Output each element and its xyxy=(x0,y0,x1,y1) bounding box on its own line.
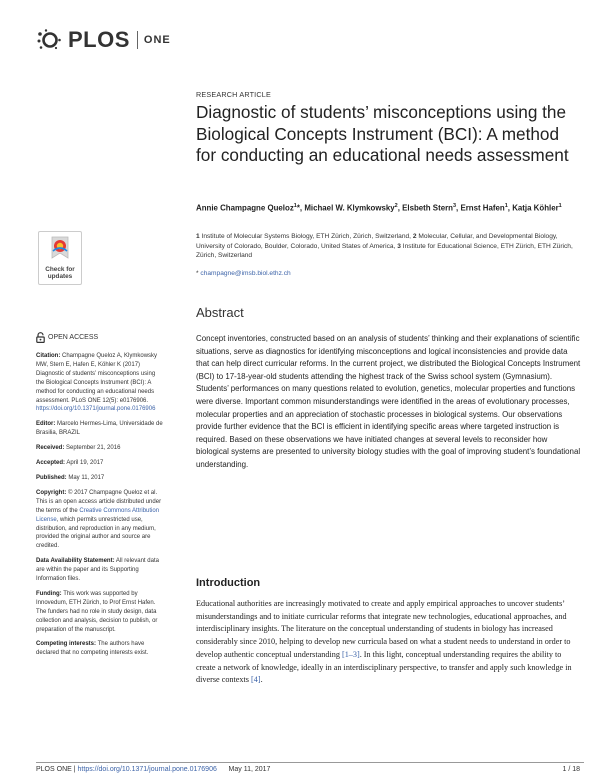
affiliation-number: 2 xyxy=(412,233,417,240)
footer-date: May 11, 2017 xyxy=(228,766,271,773)
affiliations xyxy=(196,232,581,261)
affiliation-number: 1 xyxy=(196,233,200,240)
journal-name: ONE xyxy=(143,34,171,46)
check-for-updates-badge[interactable] xyxy=(38,231,82,285)
editor-block: Editor: Marcelo Hermes-Lima, Universidade de Brasilia, BRAZIL xyxy=(36,421,163,437)
footer-left xyxy=(36,766,270,773)
corresponding-author-mark: * xyxy=(296,203,300,213)
affiliation-text: Institute of Molecular Systems Biology, ETH Zürich, Zürich, Switzerland, xyxy=(201,233,411,240)
affiliation-number: 3 xyxy=(397,242,401,250)
article-type: RESEARCH ARTICLE xyxy=(196,90,271,99)
abstract-heading: Abstract xyxy=(196,305,244,320)
plos-wordmark: PLOS xyxy=(68,27,130,52)
author-name: Ernst Hafen xyxy=(460,203,505,213)
competing-interests-block: Competing interests: The authors have declared that no competing interests exist. xyxy=(36,641,149,657)
open-access-label: OPEN ACCESS xyxy=(36,332,164,343)
open-lock-icon xyxy=(36,332,45,343)
license-link[interactable]: Creative Commons Attribution License xyxy=(36,507,160,523)
badge-label: Check for updates xyxy=(45,266,75,281)
footer-separator: | xyxy=(73,766,76,773)
introduction-heading: Introduction xyxy=(196,577,261,589)
funding-block: Funding: This work was supported by Innovedum, ETH Zürich, to Prof Ernst Hafen. The funders had no role in study design, data collection and analysis, decision to publish, or preparation of the manuscript. xyxy=(36,590,158,633)
author-affiliation-number: 1 xyxy=(558,203,562,209)
affiliation-text: Molecular, Cellular, and Developmental Biology, University of Colorado, Boulder, Colorado, United States of America, xyxy=(196,233,558,250)
correspondence-email-link[interactable]: champagne@imsb.biol.ethz.ch xyxy=(200,270,291,277)
page-number: 1 / 18 xyxy=(562,766,580,773)
correspondence xyxy=(196,270,291,277)
introduction-text: Educational authorities are increasingly motivated to create and apply empirical approaches to uncover students’ misunderstandings and to initiate curricular reforms that integrate new technologies, educational approaches, and interdisciplinary insights. The literature on the conceptual understanding of students in biology has increased considerably since 2010, helping to develop new curricula based on what a student needs to understand in order to develop authentic conceptual understanding [1–3]. In this light, conceptual understanding requires the ability to create a network of knowledge, ideally in an interdisciplinary perspective, to transfer and apply such knowledge in diverse contexts [4]. xyxy=(196,599,572,685)
footer-journal: PLOS ONE xyxy=(36,766,72,773)
author-affiliation-number: 1 xyxy=(293,203,297,209)
correspondence-mark: * xyxy=(196,270,199,277)
author-name: Annie Champagne Queloz xyxy=(196,203,294,213)
accepted-date: Accepted: April 19, 2017 xyxy=(36,460,104,467)
author-affiliation-number: 1 xyxy=(504,203,508,209)
received-date: Received: September 21, 2016 xyxy=(36,445,121,452)
citation-link-1-3[interactable]: [1–3] xyxy=(341,649,360,659)
bookmark-check-icon xyxy=(49,236,71,260)
author-affiliation-number: 3 xyxy=(452,203,457,209)
affiliation-text: Institute for Educational Science, ETH Zürich, ETH Zürich, Zürich, Switzerland xyxy=(196,242,573,260)
author-affiliation-number: 2 xyxy=(394,203,398,209)
published-date: Published: May 11, 2017 xyxy=(36,474,105,481)
author-list: Annie Champagne Queloz$^1$*, Michael W. Klymkowsky$^2$, Elsbeth Stern$^3$, Ernst Hafen$^1$, Katja Köhler$^1$ xyxy=(196,203,562,213)
data-availability-block: Data Availability Statement: All relevant data are within the paper and its Supporting Information files. xyxy=(36,558,159,583)
author-name: Katja Köhler xyxy=(512,203,559,213)
footer-doi-link[interactable]: https://doi.org/10.1371/journal.pone.0176906 xyxy=(77,766,217,773)
logo-divider xyxy=(137,31,138,49)
author-name: Elsbeth Stern xyxy=(402,203,453,213)
article-sidebar xyxy=(36,332,164,664)
footer-rule xyxy=(36,762,584,763)
plos-logo xyxy=(36,26,171,54)
citation-link-4[interactable]: [4] xyxy=(251,675,261,685)
author-name: Michael W. Klymkowsky xyxy=(304,203,395,213)
citation-block: Citation: Champagne Queloz A, Klymkowsky MW, Stern E, Hafen E, Köhler K (2017) Diagnostic of students’ misconceptions using the Biological Concepts Instrument (BCI): A method for conducting an educational needs assessment. PLoS ONE 12(5): e0176906. https://doi.org/10.1371/journal.pone.0176906 xyxy=(36,353,158,413)
copyright-block: Copyright: © 2017 Champagne Queloz et al. This is an open access article distributed under the terms of the Creative Commons Attribution License, which permits unrestricted use, distribution, and reproduction in any medium, provided the original author and source are credited. xyxy=(36,489,162,550)
abstract-text: Concept inventories, constructed based on an analysis of students’ thinking and their explanations of scientific situations, serve as diagnostics for identifying misconceptions and logical inconsistencies and provide data that can help direct curricular reforms. In the current project, we distributed the Biological Concepts Instrument (BCI) to 17-18-year-old students attending the highest track of the Swiss school system (Gymnasium). Students’ performances on many questions related to evolution, genetics, molecular properties and functions were diverse. Important common misunderstandings were identified in the areas of evolutionary processes, molecular properties and an appreciation of stochastic processes in biological systems. Our observations provide further evidence that the BCI is efficient in identifying specific areas where targeted instruction is required. Based on these observations we have initiated changes at several levels to reconsider how biological systems are presented to university biology studies with the goal of improving student’s foundational understanding. xyxy=(196,334,581,469)
plos-mark-icon xyxy=(36,28,64,52)
citation-doi-link[interactable]: https://doi.org/10.1371/journal.pone.0176906 xyxy=(36,406,156,413)
article-title: Diagnostic of students’ misconceptions using the Biological Concepts Instrument (BCI): A method for conducting an educational needs assessment xyxy=(196,102,569,165)
